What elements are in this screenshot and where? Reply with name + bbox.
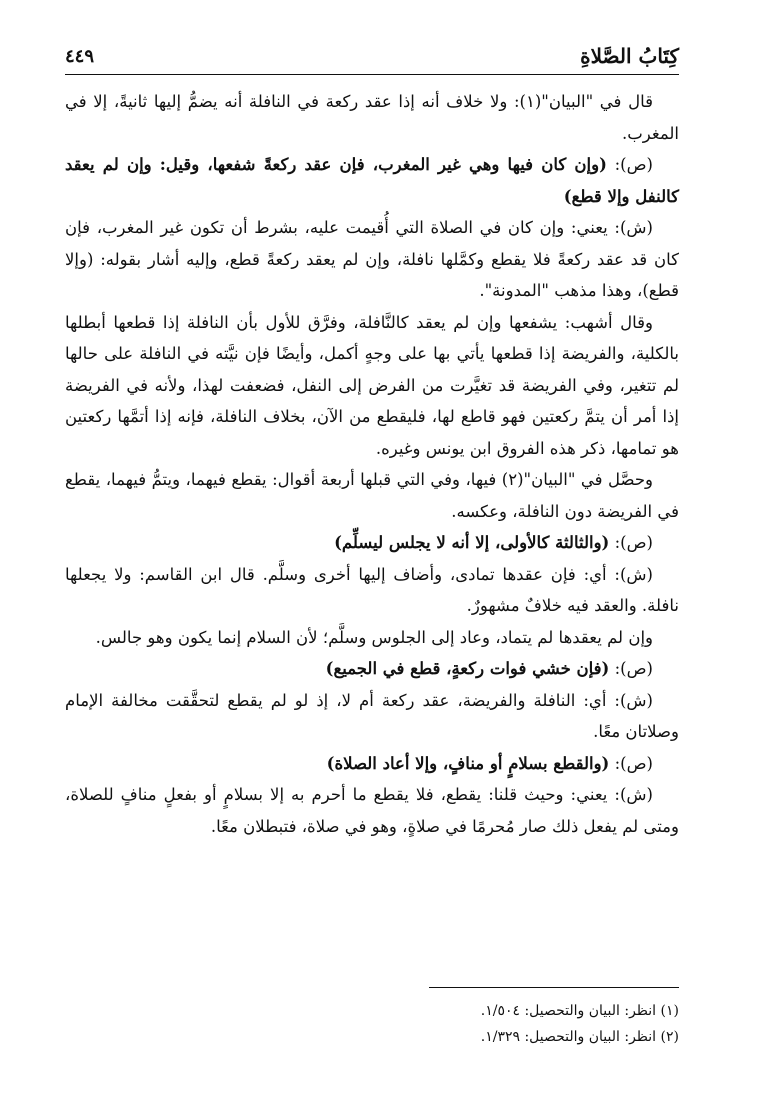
paragraph-sharh: (ش): يعني: وحيث قلنا: يقطع، فلا يقطع ما أحرم به إلا بسلامٍ أو بفعلٍ منافٍ للصلاة، ومتى لم يفعل ذلك صار مُحرمًا في صلاةٍ، وهو في صلاة، فتبطلان معًا. <box>65 785 679 836</box>
paragraph-matn <box>65 527 679 559</box>
page-number: ٤٤٩ <box>65 46 95 67</box>
paragraph-sharh: (ش): يعني: وإن كان في الصلاة التي أُقيمت عليه، بشرط أن تكون غير المغرب، فإن كان قد عقد ركعةً فلا يقطع وكمَّلها نافلة، وإن لم يعقد ركعةً قطع، وإليه أشار بقوله: (وإلا قطع)، وهذا مذهب "المدونة". <box>65 218 679 300</box>
paragraph-sharh: (ش): أي: النافلة والفريضة، عقد ركعة أم لا، إذ لو لم يقطع لتحقَّقت مخالفة الإمام وصلاتان معًا. <box>65 690 679 741</box>
book-title: كِتَابُ الصَّلاةِ <box>580 44 679 68</box>
matn-text: (والقطع بسلامٍ أو منافٍ، وإلا أعاد الصلاة) <box>326 753 610 773</box>
paragraph-sharh: وإن لم يعقدها لم يتماد، وعاد إلى الجلوس وسلَّم؛ لأن السلام إنما يكون وهو جالس. <box>95 627 653 647</box>
footnote-1: (١) انظر: البيان والتحصيل: ١/٥٠٤. <box>480 1003 679 1019</box>
paragraph-matn <box>65 149 679 212</box>
matn-tag: (ص): <box>609 753 653 773</box>
footnote-divider <box>429 987 679 988</box>
paragraph-sharh: قال في "البيان"(١): ولا خلاف أنه إذا عقد ركعة في النافلة أنه يضمُّ إليها ثانيةً، إلا في المغرب. <box>65 92 679 143</box>
matn-tag: (ص): <box>606 155 653 174</box>
paragraph-sharh: وقال أشهب: يشفعها وإن لم يعقد كالنَّافلة، وفرَّق للأول بأن النافلة إذا قطعها أبطلها بالكلية، والفريضة إذا قطعها يأتي بها على وجهٍ أكمل، وأيضًا فإن نيَّته في النافلة على حالها لم تتغير، وفي الفريضة قد تغيَّرت من الفرض إلى النفل، فضعفت لهذا، ولأنه في الفريضة إذا أمر أن يتمَّ ركعتين فهو قاطع لها، فليقطع من الآن، بخلاف النافلة، فإنه إذا أتمَّها ركعتين هو تمامها، ذكر هذه الفروق ابن يونس وغيره. <box>65 312 679 458</box>
matn-tag: (ص): <box>609 659 653 678</box>
matn-text: (فإن خشي فوات ركعةٍ، قطع في الجميع) <box>325 659 610 678</box>
paragraph-matn <box>65 748 679 780</box>
footnotes <box>65 998 679 1050</box>
footnote-2: (٢) انظر: البيان والتحصيل: ١/٣٢٩. <box>480 1029 679 1045</box>
paragraph-matn <box>65 653 679 685</box>
paragraph-sharh: وحصَّل في "البيان"(٢) فيها، وفي التي قبلها أربعة أقوال: يقطع فيهما، ويتمُّ فيهما، يقطع في الفريضة دون النافلة، وعكسه. <box>65 470 679 521</box>
matn-tag: (ص): <box>609 533 653 552</box>
matn-text: (والثالثة كالأولى، إلا أنه لا يجلس ليسلِّم) <box>334 533 610 552</box>
main-text <box>65 86 679 842</box>
paragraph-sharh: (ش): أي: فإن عقدها تمادى، وأضاف إليها أخرى وسلَّم. قال ابن القاسم: ولا يجعلها نافلة. والعقد فيه خلافٌ مشهورٌ. <box>65 564 679 615</box>
page-header <box>65 40 679 75</box>
matn-text: (وإن كان فيها وهي غير المغرب، فإن عقد ركعةً شفعها، وقيل: وإن لم يعقد كالنفل وإلا قطع) <box>65 155 679 206</box>
